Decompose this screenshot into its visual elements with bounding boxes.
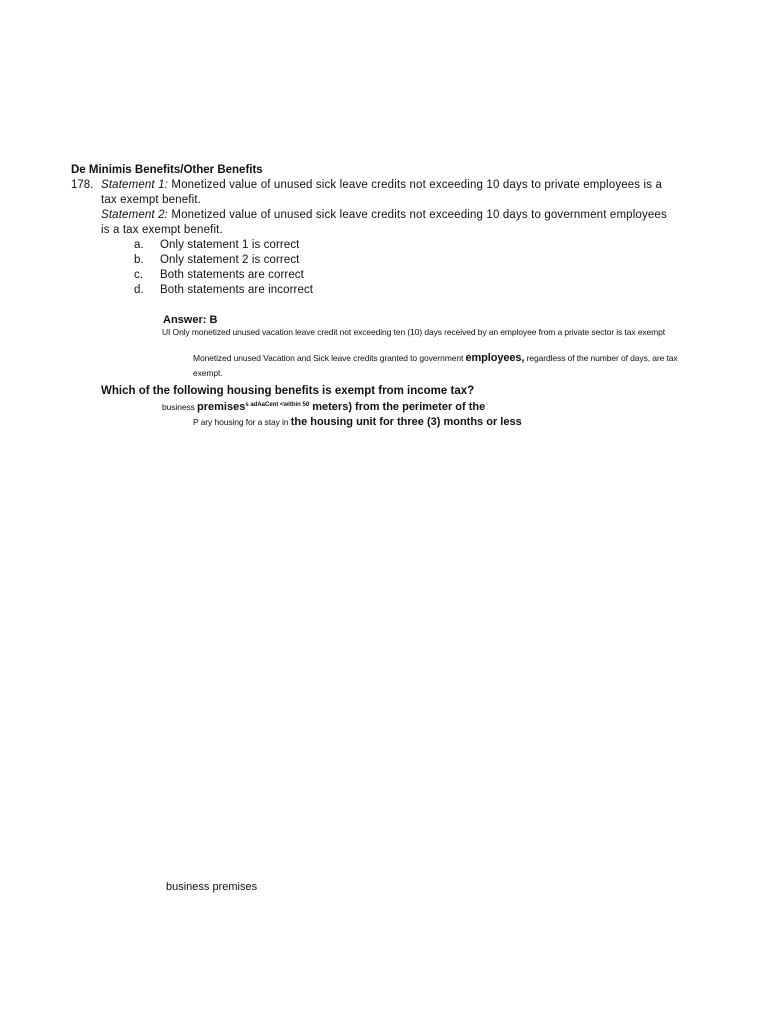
statement-2-text: Monetized value of unused sick leave credits not exceeding 10 days to government employees — [168, 209, 667, 221]
choice-text: Only statement 1 is correct — [160, 239, 300, 251]
choice-text: Both statements are correct — [160, 269, 304, 281]
footer-text: business premises — [166, 881, 258, 893]
statement-1-line-2: tax exempt benefit. — [101, 194, 202, 206]
question-2-text: Which of the following housing benefits is exempt from income tax? — [101, 385, 475, 397]
explanation-2-bold: employees, — [465, 352, 525, 364]
choice-letter: c. — [134, 269, 144, 281]
q2-line2-small: P ary housing for a stay in — [193, 417, 291, 427]
statement-1-line-1 — [101, 179, 662, 191]
choice-text: Both statements are incorrect — [160, 284, 314, 296]
statement-2-line-2: is a tax exempt benefit. — [101, 224, 223, 236]
q2-line1-small: business — [162, 402, 198, 412]
choice-letter: b. — [134, 254, 144, 266]
section-heading: De Minimis Benefits/Other Benefits — [71, 164, 263, 176]
question-2-line-2 — [193, 412, 522, 430]
question-number: 178. — [71, 179, 94, 191]
choice-letter: a. — [134, 239, 144, 251]
answer-label: Answer: B — [163, 314, 218, 326]
q2-line1-sup2: within 50 — [283, 402, 310, 408]
statement-1-text: Monetized value of unused sick leave credits not exceeding 10 days to private employees is a — [168, 179, 663, 191]
explanation-2-pre: Monetized unused Vacation and Sick leave credits granted to government — [193, 353, 466, 363]
q2-line1-rest: meters) from the perimeter of the — [309, 401, 486, 413]
q2-line1-sup: s adAaCent < — [245, 402, 284, 408]
choice-c — [134, 269, 304, 281]
answer-explanation-2-line-2: exempt. — [193, 368, 223, 378]
explanation-2-post: regardless of the number of days, are tax — [524, 353, 678, 363]
choice-d — [134, 284, 313, 296]
answer-explanation-1: UI Only monetized unused vacation leave credit not exceeding ten (10) days received by an employee from a private sector is tax exempt — [162, 327, 666, 337]
q2-line1-bold: premises — [197, 401, 246, 413]
choice-b — [134, 254, 299, 266]
choice-text: Only statement 2 is correct — [160, 254, 300, 266]
q2-line2-bold: the housing unit for three (3) months or less — [290, 416, 522, 428]
answer-explanation-2 — [193, 352, 678, 364]
choice-a — [134, 239, 299, 251]
statement-1-label: Statement 1: — [101, 179, 169, 191]
statement-2-line-1 — [101, 209, 667, 221]
statement-2-label: Statement 2: — [101, 209, 169, 221]
choice-letter: d. — [134, 284, 144, 296]
